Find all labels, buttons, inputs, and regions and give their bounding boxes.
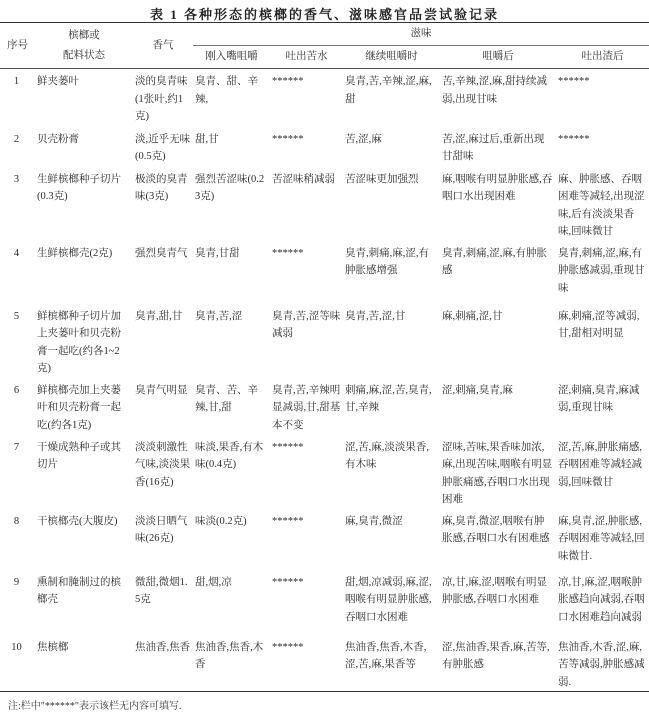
cell-initial-chew: 臭青,苦,涩: [195, 310, 243, 322]
sensory-evaluation-table: [0, 22, 649, 692]
cell-aroma: 强烈臭青气: [135, 247, 188, 259]
cell-initial-chew: 臭青,甘甜: [195, 247, 240, 259]
table-title: 表 1 各种形态的槟榔的香气、滋味感官品尝试验记录: [149, 7, 499, 22]
header-index: 序号: [0, 23, 35, 69]
cell-aroma: 臭青气明显: [135, 384, 188, 396]
cell-index: 7: [13, 441, 20, 453]
cell-continued-chew: 臭青,苦,涩,甘: [345, 310, 406, 322]
cell-aroma: 微甜,微烟1.5克: [135, 576, 188, 605]
header-material-line1: 槟榔或: [68, 29, 100, 41]
cell-spit-bitter: ******: [272, 441, 304, 453]
cell-continued-chew: 苦,涩,麻: [345, 133, 382, 145]
cell-index: 4: [13, 247, 20, 259]
cell-continued-chew: 涩,苦,麻,淡淡果香,有木味: [345, 441, 429, 470]
cell-after-chew: 凉,甘,麻,涩,咽喉有明显肿胀感,吞咽口水困难: [442, 576, 547, 605]
cell-after-chew: 涩,焦油香,果香,麻,苦等,有肿胀感: [440, 635, 556, 692]
header-taste-spit-bitter: 吐出苦水: [270, 46, 343, 69]
cell-initial-chew: 甜,烟,凉: [195, 576, 232, 588]
cell-after-chew: 麻,臭青,微涩,咽喉有肿胀感,吞咽口水有困难感: [442, 515, 550, 544]
cell-material: 熏制和腌制过的槟榔壳: [37, 576, 121, 605]
cell-material: 生鲜槟榔壳(2克): [37, 247, 113, 259]
cell-material: 生鲜槟榔种子切片(0.3克): [37, 173, 121, 202]
cell-after-chew: 涩味,苦味,果香味加浓,麻,出现苦味,咽喉有明显肿胀痛感,吞咽口水出现困难: [442, 441, 553, 505]
cell-after-spit: ******: [558, 133, 590, 145]
cell-index: 9: [13, 576, 20, 588]
cell-continued-chew: 刺痛,麻,涩,苦,臭青,甘,辛辣: [345, 384, 432, 413]
cell-initial-chew: 甜,甘: [195, 133, 219, 145]
cell-after-spit: 麻、肿胀感、吞咽困难等减轻,出现涩味,后有淡淡果香味,回味微甘: [558, 173, 645, 237]
cell-continued-chew: 甜,烟,凉减弱,麻,涩,咽喉有明显肿胀感,吞咽口水困难: [345, 576, 432, 623]
cell-material: 焦槟榔: [35, 635, 133, 692]
cell-after-spit: 麻,臭青,涩,肿胀感,吞咽困难等减轻,回味微甘.: [558, 515, 645, 562]
cell-initial-chew: 臭青、甜、辛辣,: [195, 76, 258, 105]
cell-material: 鲜夹蒌叶: [37, 76, 79, 87]
cell-index: 5: [13, 310, 20, 322]
cell-index: 1: [13, 76, 20, 87]
cell-spit-bitter: ******: [270, 635, 343, 692]
table-row: [0, 127, 649, 167]
cell-index: 3: [13, 173, 20, 185]
cell-material: 鲜槟榔壳加上夹蒌叶和贝壳粉膏一起吃(约各1克): [37, 384, 121, 431]
table-note: 注:栏中"******"表示该栏无内容可填写.: [8, 701, 182, 712]
cell-spit-bitter: 臭青,苦,涩等味减弱: [272, 310, 341, 339]
cell-aroma: 淡淡日晒气味(26克): [135, 515, 188, 544]
cell-aroma: 淡的臭青味(1张叶,约1克): [135, 76, 188, 122]
cell-continued-chew: 麻,臭青,微涩: [345, 515, 403, 527]
cell-initial-chew: 强烈苦涩味(0.23克): [195, 173, 265, 202]
cell-material: 干槟榔壳(大腹皮): [37, 515, 118, 527]
cell-aroma: 焦油香,焦香: [133, 635, 193, 692]
cell-aroma: 臭青,甜,甘: [135, 310, 183, 322]
cell-index: 10: [0, 635, 35, 692]
cell-after-spit: ******: [558, 76, 590, 87]
table-row: [0, 241, 649, 304]
cell-index: 6: [13, 384, 20, 396]
cell-after-chew: 麻,刺痛,涩,甘: [442, 310, 503, 322]
cell-aroma: 淡淡刺激性气味,淡淡果香(16克): [135, 441, 191, 488]
table-row: [0, 304, 649, 378]
cell-spit-bitter: ******: [272, 247, 304, 259]
header-taste-after-spit: 吐出渣后: [556, 46, 649, 69]
cell-spit-bitter: 臭青,苦,辛辣明显减弱,甘,甜基本不变: [272, 384, 341, 431]
cell-after-spit: 麻,刺痛,涩等减弱,甘,甜相对明显: [558, 310, 640, 339]
cell-aroma: 极淡的臭青味(3克): [135, 173, 188, 202]
table-row: [0, 570, 649, 635]
cell-continued-chew: 臭青,刺痛,麻,涩,有肿胀感增强: [345, 247, 429, 276]
cell-material: 鲜槟榔种子切片加上夹蒌叶和贝壳粉膏一起吃(约各1~2克): [37, 310, 121, 374]
header-taste-after-chew: 咀嚼后: [440, 46, 556, 69]
table-row: [0, 635, 649, 692]
cell-spit-bitter: ******: [272, 76, 304, 87]
header-taste: 滋味: [193, 23, 649, 46]
cell-spit-bitter: 苦涩味稍减弱: [272, 173, 335, 185]
cell-index: 8: [13, 515, 20, 527]
cell-material: 贝壳粉膏: [37, 133, 79, 145]
header-material-line2: 配料状态: [63, 49, 105, 61]
cell-initial-chew: 臭青、苦、辛辣,甘,甜: [195, 384, 258, 413]
cell-after-spit: 涩,苦,麻,肿胀痛感,吞咽困难等减轻减弱,回味微甘: [558, 441, 642, 488]
cell-index: 2: [13, 133, 20, 145]
cell-initial-chew: 味淡(0.2克): [195, 515, 247, 527]
table-row: [0, 509, 649, 570]
cell-aroma: 淡,近乎无味(0.5克): [135, 133, 191, 162]
table-row: [0, 69, 649, 127]
table-row: [0, 378, 649, 435]
cell-after-chew: 涩,刺痛,臭青,麻: [442, 384, 513, 396]
cell-continued-chew: 焦油香,焦香,木香,涩,苦,麻,果香等: [343, 635, 440, 692]
cell-after-spit: 涩,刺痛,臭青,麻减弱,重现甘味: [558, 384, 640, 413]
table-row: [0, 435, 649, 509]
header-taste-initial-chew: 刚入嘴咀嚼: [193, 46, 270, 69]
cell-spit-bitter: ******: [272, 515, 304, 527]
cell-spit-bitter: ******: [272, 133, 304, 145]
cell-initial-chew: 焦油香,焦香,木香: [193, 635, 270, 692]
cell-after-spit: 臭青,刺痛,涩,麻,有肿胀感减弱,重现甘味: [558, 247, 645, 294]
cell-after-spit: 凉,甘,麻,涩,咽喉肿胀感趋向减弱,吞咽口水困难趋向减弱: [558, 576, 645, 623]
header-material: [35, 23, 133, 69]
cell-after-chew: 臭青,刺痛,涩,麻,有肿胀感: [442, 247, 547, 276]
cell-spit-bitter: ******: [272, 576, 304, 588]
table-row: [0, 167, 649, 241]
cell-after-chew: 麻,咽喉有明显肿胀感,吞咽口水出现困难: [442, 173, 553, 202]
header-aroma: 香气: [133, 23, 193, 69]
header-taste-continued-chew: 继续咀嚼时: [343, 46, 440, 69]
cell-initial-chew: 味淡,果香,有木味(0.4克): [195, 441, 264, 470]
cell-continued-chew: 苦涩味更加强烈: [345, 173, 419, 185]
cell-after-chew: 苦,涩,麻过后,重新出现甘甜味: [442, 133, 545, 162]
cell-material: 干燥成熟种子或其切片: [37, 441, 121, 470]
cell-after-chew: 苦,辛辣,涩,麻,甜持续减弱,出现甘味: [442, 76, 547, 105]
cell-continued-chew: 臭青,苦,辛辣,涩,麻,甜: [345, 76, 432, 105]
cell-after-spit: 焦油香,木香,涩,麻,苦等减弱,肿胀感减弱.: [556, 635, 649, 692]
